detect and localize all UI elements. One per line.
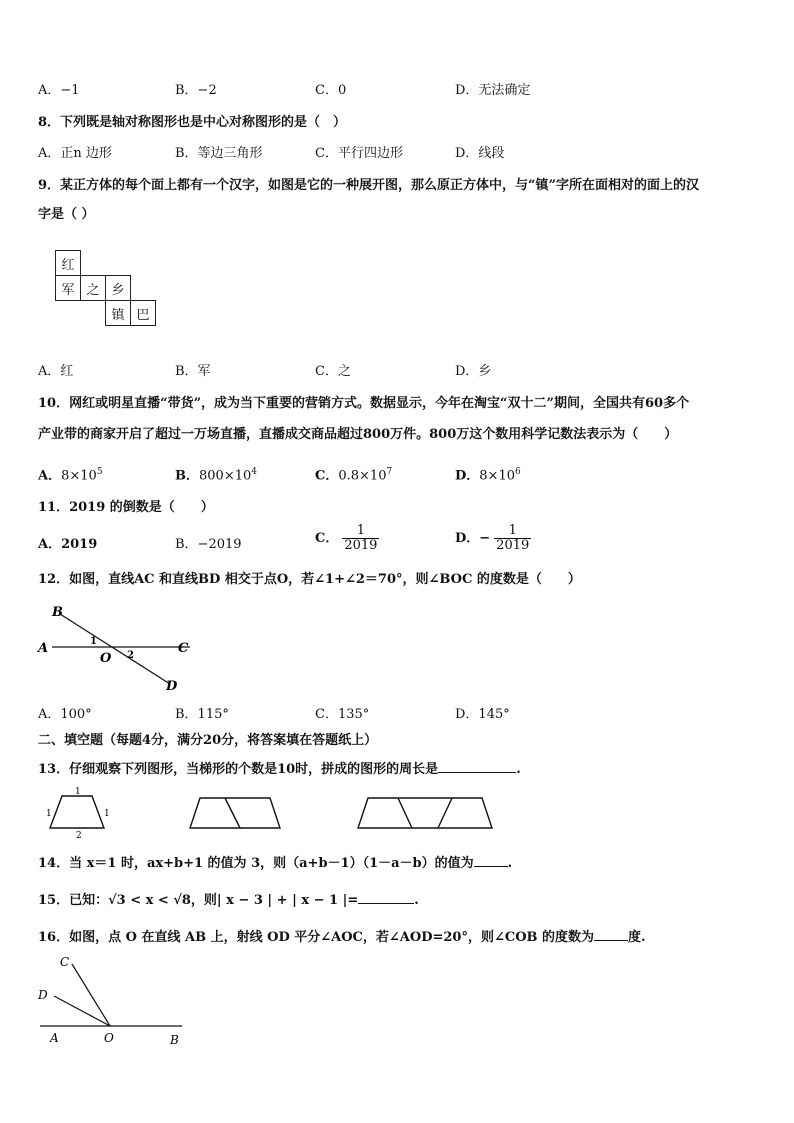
- label-b: B: [52, 605, 63, 620]
- q11-option-b: B．−2019: [175, 537, 242, 552]
- fraction-denominator: 2019: [496, 538, 530, 553]
- q10-option-a: [38, 463, 103, 485]
- q10-option-b-label: B．: [175, 468, 199, 484]
- label-c: C: [60, 955, 70, 969]
- q10-option-d-exp: 6: [515, 467, 521, 477]
- q10-stem-line1: 10．网红或明星直播“带货”，成为当下重要的营销方式。数据显示，今年在淘宝“双十二”期间，全国共有60多个: [38, 396, 690, 411]
- label-o: O: [100, 651, 112, 666]
- angle-2-label: 2: [127, 650, 134, 661]
- q9-option-d: D．乡: [455, 364, 492, 379]
- q10-option-c-exp: 7: [386, 467, 393, 477]
- q12-option-b: B．115°: [175, 707, 229, 722]
- cube-net-figure: [55, 250, 156, 326]
- trapezoid-pair: [190, 798, 280, 828]
- net-cell-ba: 巴: [131, 301, 156, 326]
- q11-option-c-fraction: [342, 524, 379, 553]
- angle-1-label: 1: [90, 636, 97, 647]
- q16-stem-line: [38, 926, 646, 947]
- q10-stem-line2: 产业带的商家开启了超过一万场直播，直播成交商品超过800万件。800万这个数用科学记数法表示为（ ）: [38, 427, 678, 442]
- q11-option-d: [455, 524, 531, 553]
- trapezoid-single: [50, 796, 104, 828]
- trapezoid-triple: [358, 798, 492, 828]
- q8-option-c: C．平行四边形: [315, 146, 403, 161]
- q7-option-c: C．0: [315, 83, 347, 98]
- section-title-fill-in: 二、填空题（每题4分，满分20分，将答案填在答题纸上）: [38, 733, 378, 748]
- label-b: B: [170, 1033, 179, 1047]
- q11-option-a: A．2019: [38, 537, 98, 552]
- net-cell-zhi: 之: [81, 276, 106, 301]
- q10-option-b: [175, 463, 257, 485]
- q15-end: .: [414, 893, 419, 908]
- q10-option-c: [315, 463, 392, 485]
- q9-stem-line2: 字是（ ）: [38, 207, 95, 222]
- q14-end: .: [507, 856, 513, 871]
- q15-stem: 15．已知：√3 < x < √8，则| x − 3 | + | x − 1 |=: [38, 893, 359, 908]
- q7-option-d: D．无法确定: [455, 83, 531, 98]
- q9-option-a: A．红: [38, 364, 74, 379]
- q8-option-a: A．正n 边形: [38, 146, 112, 161]
- line-bd: [60, 614, 170, 684]
- q8-option-b: B．等边三角形: [175, 146, 263, 161]
- q13-answer-blank[interactable]: [438, 758, 516, 773]
- q13-end: .: [516, 762, 521, 777]
- q10-option-b-base: 800×10: [199, 468, 252, 484]
- ray-oc: [72, 964, 110, 1026]
- ray-od: [54, 996, 110, 1026]
- q11-stem: 11．2019 的倒数是（ ）: [38, 500, 214, 515]
- q9-stem-line1: 9．某正方体的每个面上都有一个汉字，如图是它的一种展开图，那么原正方体中，与“镇”字所在面相对的面上的汉: [38, 178, 700, 193]
- intersecting-lines-figure: [30, 600, 230, 700]
- q11-option-d-fraction: [494, 524, 531, 553]
- label-o: O: [104, 1031, 114, 1045]
- trap-top-label: 1: [75, 787, 81, 797]
- label-d: D: [166, 679, 178, 694]
- net-cell-zhen: 镇: [106, 301, 131, 326]
- trap-left-label: 1: [46, 809, 52, 819]
- fraction-numerator: 1: [342, 524, 379, 539]
- fraction-denominator: 2019: [344, 538, 378, 553]
- q16-stem: 16．如图，点 O 在直线 AB 上，射线 OD 平分∠AOC，若∠AOD=20°，则∠COB 的度数为: [38, 930, 595, 945]
- trapezoid-pattern-figure: [40, 788, 540, 848]
- q10-option-c-label: C．: [315, 468, 339, 484]
- q10-option-c-base: 0.8×10: [338, 468, 387, 484]
- q15-answer-blank[interactable]: [358, 889, 414, 904]
- trap-bottom-label: 2: [76, 831, 82, 841]
- q12-option-d: D．145°: [455, 707, 510, 722]
- label-a: A: [38, 641, 49, 656]
- q14-answer-blank[interactable]: [474, 852, 508, 867]
- q8-option-d: D．线段: [455, 146, 505, 161]
- q10-option-a-label: A．: [38, 468, 62, 484]
- label-c: C: [178, 641, 189, 656]
- label-d: D: [38, 988, 48, 1002]
- trap-right-label: 1: [104, 809, 110, 819]
- q14-stem: 14．当 x＝1 时，ax+b+1 的值为 3，则（a+b－1）（1－a－b）的值为: [38, 856, 474, 871]
- fraction-numerator: 1: [494, 524, 531, 539]
- q10-option-a-exp: 5: [96, 467, 103, 477]
- q10-option-a-base: 8×10: [61, 468, 97, 484]
- trapezoid-pair-divider: [225, 798, 240, 828]
- q11-option-c-label: C．: [315, 531, 339, 546]
- q16-answer-blank[interactable]: [594, 926, 628, 941]
- q12-option-c: C．135°: [315, 707, 370, 722]
- q16-end: 度.: [628, 930, 646, 945]
- net-cell-hong: 红: [56, 251, 81, 276]
- q12-option-a: A．100°: [38, 707, 92, 722]
- q11-option-c: [315, 524, 379, 553]
- trapezoid-triple-divider-1: [398, 798, 412, 828]
- net-cell-xiang: 乡: [106, 276, 131, 301]
- trapezoid-triple-divider-2: [438, 798, 452, 828]
- q15-stem-line: [38, 889, 419, 910]
- q7-option-a: A．−1: [38, 83, 80, 98]
- q8-stem: 8．下列既是轴对称图形也是中心对称图形的是（ ）: [38, 115, 347, 130]
- q9-option-b: B．军: [175, 364, 211, 379]
- q10-option-d: [455, 463, 521, 485]
- q10-option-b-exp: 4: [251, 467, 257, 477]
- q13-stem-line: [38, 758, 521, 779]
- q14-stem-line: [38, 852, 512, 873]
- q9-option-c: C．之: [315, 364, 351, 379]
- q10-option-d-label: D．: [455, 468, 480, 484]
- label-a: A: [50, 1031, 59, 1045]
- q13-stem: 13．仔细观察下列图形，当梯形的个数是10时，拼成的图形的周长是: [38, 762, 439, 777]
- q11-option-d-label: D．−: [455, 531, 491, 546]
- angle-bisector-figure: [36, 952, 196, 1052]
- net-cell-jun: 军: [56, 276, 81, 301]
- q12-stem: 12．如图，直线AC 和直线BD 相交于点O，若∠1+∠2＝70°，则∠BOC 的度数是（ ）: [38, 572, 581, 587]
- q7-option-b: B．−2: [175, 83, 217, 98]
- q10-option-d-base: 8×10: [479, 468, 515, 484]
